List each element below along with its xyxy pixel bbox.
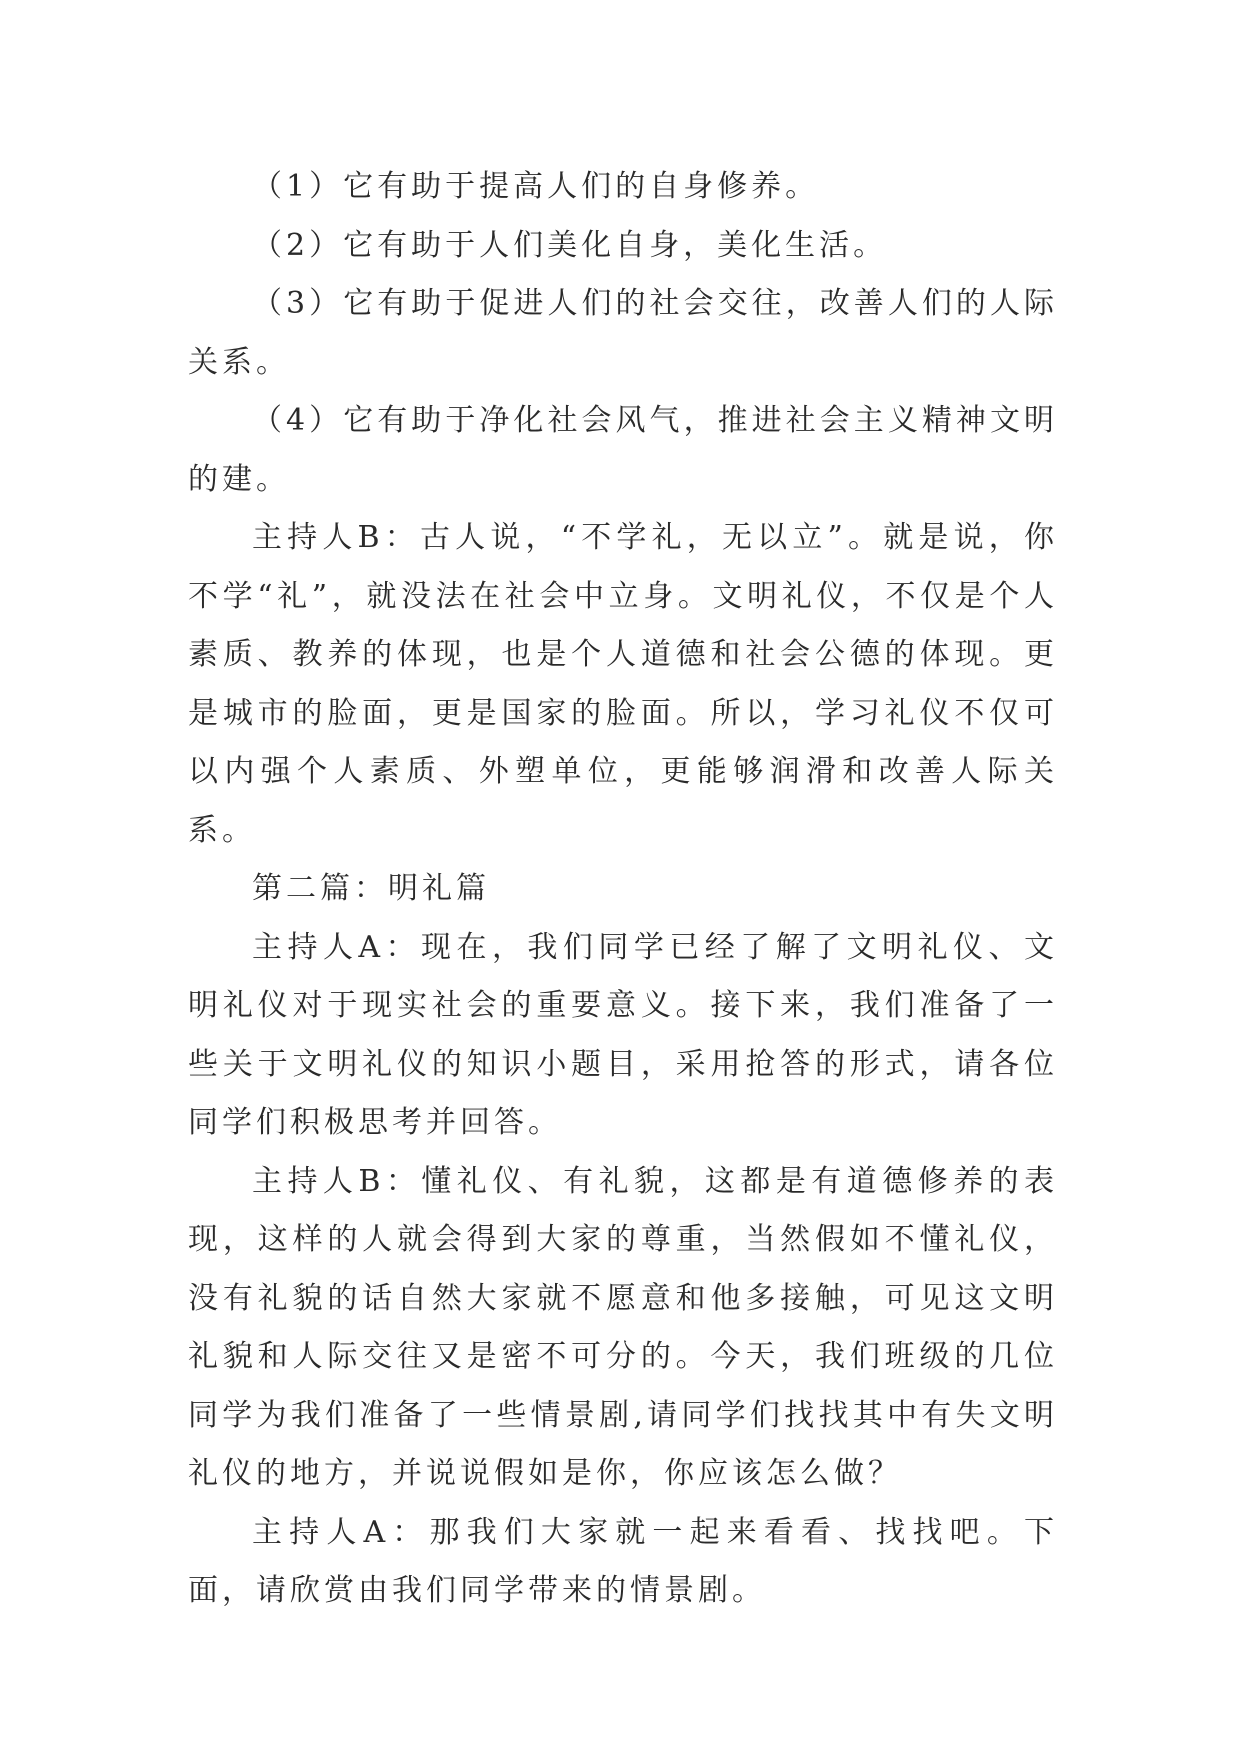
section-heading: 第二篇：明礼篇: [252, 871, 490, 906]
paragraph-3: （3）它有助于促进人们的社会交往，改善人们的人际关系。: [188, 286, 1058, 380]
paragraph-4: （4）它有助于净化社会风气，推进社会主义精神文明的建。: [188, 403, 1058, 497]
paragraph-9: 主持人A：那我们大家就一起来看看、找找吧。下面，请欣赏由我们同学带来的情景剧。: [188, 1514, 1058, 1608]
paragraph-7: 主持人A：现在，我们同学已经了解了文明礼仪、文明礼仪对于现实社会的重要意义。接下来，我们准备了一些关于文明礼仪的知识小题目，采用抢答的形式，请各位同学们积极思考并回答。: [188, 929, 1058, 1140]
paragraph-8: 主持人B：懂礼仪、有礼貌，这都是有道德修养的表现，这样的人就会得到大家的尊重，当然假如不懂礼仪，没有礼貌的话自然大家就不愿意和他多接触，可见这文明礼貌和人际交往又是密不可分的。今天，我们班级的几位同学为我们准备了一些情景剧,请同学们找找其中有失文明礼仪的地方，并说说假如是你，你应该怎么做？: [188, 1163, 1058, 1491]
paragraph-2: （2）它有助于人们美化自身，美化生活。: [252, 227, 888, 263]
paragraph-1: （1）它有助于提高人们的自身修养。: [252, 169, 820, 204]
paragraph-5: 主持人B：古人说，“不学礼，无以立”。就是说，你不学“礼”，就没法在社会中立身。文明礼仪，不仅是个人素质、教养的体现，也是个人道德和社会公德的体现。更是城市的脸面，更是国家的脸面。所以，学习礼仪不仅可以内强个人素质、外塑单位，更能够润滑和改善人际关系。: [188, 520, 1058, 848]
document-body: [188, 158, 1058, 1621]
